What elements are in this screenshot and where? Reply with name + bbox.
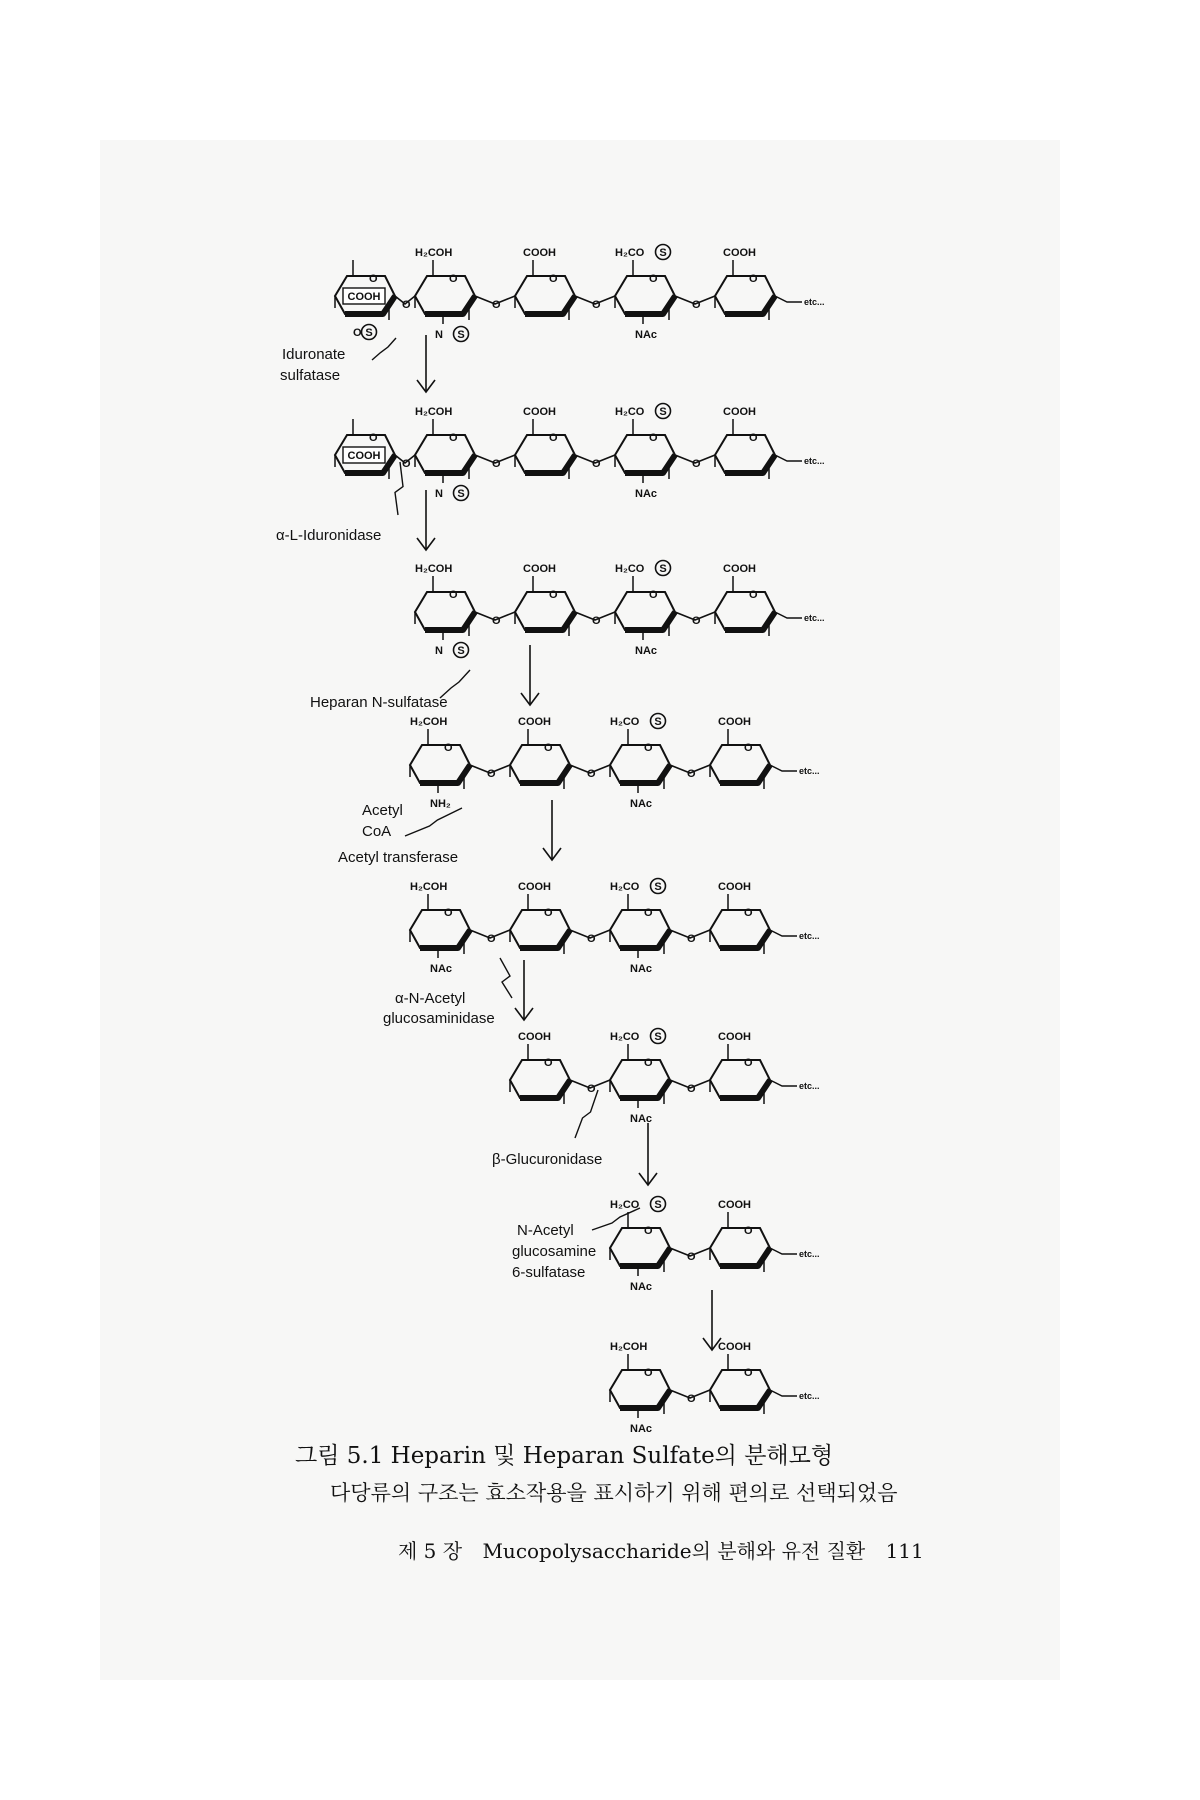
svg-text:O: O [687,1251,696,1263]
svg-text:etc...: etc... [804,456,825,466]
svg-text:etc...: etc... [799,1391,820,1401]
svg-text:O: O [687,1083,696,1095]
footer-chapter: 제 5 장 [398,1539,463,1563]
cleavage-pointer [575,1090,598,1138]
sugar-ring-glcA [510,729,570,789]
enzyme-alpha-n-acetylglucosaminidase-line2: glucosaminidase [383,1010,495,1027]
sulfate-6-circle [651,1029,666,1044]
svg-text:COOH: COOH [347,291,381,303]
enzyme-heparan-n-sulfatase: Heparan N-sulfatase [310,694,448,711]
svg-text:etc...: etc... [799,1249,820,1259]
cleavage-pointer [500,958,512,998]
svg-text:H₂CO: H₂CO [615,247,645,259]
sugar-ring-glcNAc6S [610,729,670,789]
svg-text:O: O [592,299,601,311]
sulfate-6-circle [651,879,666,894]
svg-text:etc...: etc... [799,931,820,941]
sugar-ring-glcA [515,576,575,636]
sulfamate-circle [454,327,469,342]
svg-text:O: O [544,1057,553,1069]
svg-text:NAc: NAc [635,329,658,341]
svg-text:H₂COH: H₂COH [610,1341,648,1353]
svg-text:S: S [654,716,662,728]
svg-text:O: O [449,432,458,444]
svg-text:O: O [649,589,658,601]
sugar-ring-glcNAc [610,1354,670,1414]
svg-text:S: S [457,645,465,657]
chain-row-2 [335,404,825,501]
svg-text:O: O [587,768,596,780]
svg-text:COOH: COOH [523,247,556,259]
svg-text:O: O [687,768,696,780]
figure-caption-title: 그림 5.1 Heparin 및 Heparan Sulfate의 분해모형 [295,1443,834,1469]
svg-text:O: O [549,273,558,285]
sugar-ring-glcA [710,1354,770,1414]
svg-text:O: O [487,933,496,945]
svg-text:NAc: NAc [630,1423,653,1435]
svg-text:O: O [369,432,378,444]
svg-text:H₂CO: H₂CO [610,1199,640,1211]
svg-text:etc...: etc... [804,297,825,307]
sugar-ring-glcA [710,729,770,789]
sulfate-6-circle [656,245,671,260]
svg-text:NAc: NAc [630,963,653,975]
sugar-ring-glcNH2 [410,729,470,789]
svg-text:COOH: COOH [518,716,551,728]
enzyme-labels [276,346,602,1281]
svg-text:O: O [692,615,701,627]
sugar-ring-glcNAc [410,894,470,954]
sugar-ring-glcA [715,419,775,479]
svg-text:O: O [744,1225,753,1237]
svg-text:COOH: COOH [718,1031,751,1043]
svg-text:NAc: NAc [630,798,653,810]
svg-text:COOH: COOH [718,716,751,728]
svg-text:O: O [744,1057,753,1069]
svg-text:O: O [592,458,601,470]
sugar-ring-glcA [710,894,770,954]
enzyme-iduronate-sulfatase-line1: Iduronate [282,346,346,363]
sugar-ring-glcA [710,1212,770,1272]
svg-text:S: S [365,327,373,339]
svg-text:O: O [644,907,653,919]
cleavage-pointer [372,338,396,360]
chain-row-7 [610,1197,820,1294]
svg-text:NAc: NAc [630,1113,653,1125]
sugar-ring-glcNS [415,260,475,320]
svg-text:O: O [644,742,653,754]
sugar-ring-glcNAc6S [615,260,675,320]
chain-row-6 [510,1029,820,1126]
svg-text:O: O [444,742,453,754]
enzyme-beta-glucuronidase: β-Glucuronidase [492,1151,603,1168]
chain-row-5 [410,879,820,976]
enzyme-acetyl-transferase: Acetyl transferase [338,849,459,866]
svg-text:O: O [744,907,753,919]
svg-text:O: O [487,768,496,780]
sulfate-6-circle [656,404,671,419]
svg-text:H₂COH: H₂COH [415,406,453,418]
svg-text:O: O [649,432,658,444]
sugar-ring-glcNAc6S [615,576,675,636]
svg-text:O: O [544,907,553,919]
svg-text:O: O [687,933,696,945]
acetyl-coa-line2: CoA [362,823,392,840]
svg-text:NH₂: NH₂ [430,798,451,810]
svg-text:O: O [644,1367,653,1379]
sugar-ring-glcA [710,1044,770,1104]
svg-text:O: O [749,273,758,285]
svg-text:COOH: COOH [518,881,551,893]
svg-text:O: O [687,1393,696,1405]
svg-text:O: O [692,458,701,470]
svg-text:O: O [492,458,501,470]
svg-text:O: O [744,1367,753,1379]
svg-text:O: O [749,432,758,444]
cleavage-pointer [405,808,462,836]
sugar-ring-glcA [715,260,775,320]
sugar-ring-glcA [715,576,775,636]
svg-text:NAc: NAc [630,1281,653,1293]
svg-text:H₂COH: H₂COH [415,247,453,259]
sulfamate-circle [454,486,469,501]
sugar-ring-glcNAc6S [615,419,675,479]
svg-text:etc...: etc... [799,1081,820,1091]
sugar-ring-glcNS [415,576,475,636]
svg-text:COOH: COOH [723,247,756,259]
svg-text:O: O [644,1225,653,1237]
svg-text:O: O [744,742,753,754]
svg-text:COOH: COOH [518,1031,551,1043]
page-footer [398,1535,938,1564]
sugar-ring-glcNAc6S [610,1044,670,1104]
chain-row-3 [415,561,825,658]
enzyme-n-acetylglucosamine-6-sulfatase-line2: glucosamine [512,1243,597,1260]
sugar-ring-glcA [510,1044,570,1104]
svg-text:O: O [587,1083,596,1095]
svg-text:O: O [749,589,758,601]
svg-text:COOH: COOH [347,450,381,462]
enzyme-n-acetylglucosamine-6-sulfatase-line1: N-Acetyl [517,1222,574,1239]
acetyl-coa-line1: Acetyl [362,802,403,819]
sulfate-6-circle [656,561,671,576]
svg-text:O: O [592,615,601,627]
enzyme-alpha-n-acetylglucosaminidase-line1: α-N-Acetyl [395,990,466,1007]
svg-text:etc...: etc... [799,766,820,776]
svg-text:COOH: COOH [523,563,556,575]
svg-text:O: O [449,589,458,601]
svg-text:N: N [435,329,443,341]
svg-text:COOH: COOH [718,1199,751,1211]
chain-row-4 [410,714,820,811]
footer-title: Mucopolysaccharide의 분해와 유전 질환 [482,1539,866,1563]
svg-text:O: O [544,742,553,754]
svg-text:S: S [654,1031,662,1043]
sugar-ring-glcA [510,894,570,954]
svg-text:H₂CO: H₂CO [615,406,645,418]
svg-text:S: S [659,247,667,259]
sugar-ring-glcA [515,419,575,479]
svg-text:O: O [492,615,501,627]
enzyme-alpha-l-iduronidase: α-L-Iduronidase [276,527,382,544]
svg-text:COOH: COOH [718,1341,751,1353]
svg-text:O: O [402,299,411,311]
enzyme-n-acetylglucosamine-6-sulfatase-line3: 6-sulfatase [512,1264,586,1281]
svg-text:H₂COH: H₂COH [410,881,448,893]
figure-caption-subtitle: 다당류의 구조는 효소작용을 표시하기 위해 편의로 선택되었음 [330,1481,898,1505]
svg-text:COOH: COOH [723,563,756,575]
svg-text:COOH: COOH [523,406,556,418]
svg-text:COOH: COOH [718,881,751,893]
chain-row-8 [610,1341,820,1435]
svg-text:O: O [649,273,658,285]
svg-text:O: O [587,933,596,945]
sulfamate-circle [454,643,469,658]
chain-row-1 [335,245,825,342]
svg-text:O: O [644,1057,653,1069]
svg-text:O: O [692,299,701,311]
svg-text:NAc: NAc [635,645,658,657]
sulfate-circle [362,325,377,340]
svg-text:O: O [369,273,378,285]
sugar-ring-glcA [515,260,575,320]
svg-text:S: S [654,881,662,893]
sugar-ring-glcNAc6S [610,894,670,954]
enzyme-iduronate-sulfatase-line2: sulfatase [280,367,341,384]
svg-text:S: S [659,563,667,575]
svg-text:H₂CO: H₂CO [610,881,640,893]
footer-page-number: 111 [885,1539,924,1563]
svg-text:NAc: NAc [635,488,658,500]
sugar-ring-glcNS [415,419,475,479]
svg-text:H₂CO: H₂CO [615,563,645,575]
svg-text:S: S [457,329,465,341]
svg-text:S: S [654,1199,662,1211]
svg-text:O: O [549,432,558,444]
reaction-arrows [372,335,721,1350]
svg-text:N: N [435,645,443,657]
svg-text:S: S [457,488,465,500]
svg-text:H₂CO: H₂CO [610,716,640,728]
cleavage-pointer [592,1208,640,1230]
sugar-ring-glcNAc6S [610,1212,670,1272]
svg-text:O: O [492,299,501,311]
svg-text:H₂COH: H₂COH [410,716,448,728]
svg-text:COOH: COOH [723,406,756,418]
svg-text:O: O [449,273,458,285]
svg-text:N: N [435,488,443,500]
svg-text:NAc: NAc [430,963,453,975]
svg-text:O: O [402,458,411,470]
svg-text:H₂CO: H₂CO [610,1031,640,1043]
svg-text:O: O [444,907,453,919]
svg-text:S: S [659,406,667,418]
svg-text:H₂COH: H₂COH [415,563,453,575]
sulfate-6-circle [651,1197,666,1212]
svg-text:O: O [549,589,558,601]
svg-text:O: O [353,327,362,339]
svg-text:etc...: etc... [804,613,825,623]
sulfate-6-circle [651,714,666,729]
